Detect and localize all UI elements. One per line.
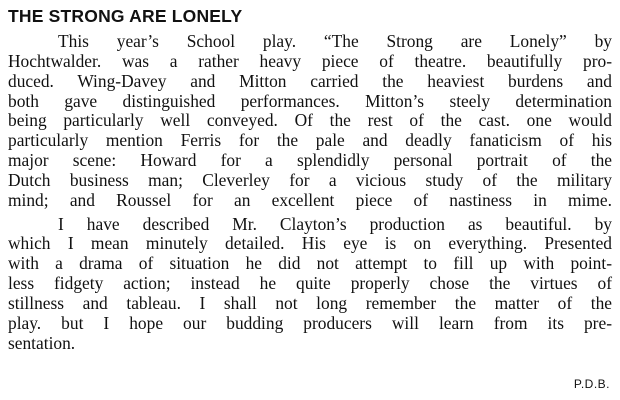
text-line: which I mean minutely detailed. His eye is on everything. Presented bbox=[8, 233, 612, 254]
text-line: sentation. bbox=[8, 332, 76, 353]
paragraph-2 bbox=[8, 215, 612, 354]
text-line: both gave distinguished performances. Mitton’s steely determination bbox=[8, 90, 612, 111]
text-line: I have described Mr. Clayton’s production as beautiful. by bbox=[58, 213, 612, 234]
text-line: mind; and Roussel for an excellent piece of nastiness in mime. bbox=[8, 189, 612, 210]
text-line: Dutch business man; Cleverley for a vicious study of the military bbox=[8, 169, 612, 190]
text-line: less fidgety action; instead he quite properly chose the virtues of bbox=[8, 273, 612, 294]
paragraph-1 bbox=[8, 32, 612, 211]
text-line: Hochtwalder. was a rather heavy piece of theatre. beautifully pro- bbox=[8, 50, 612, 71]
text-line: particularly mention Ferris for the pale and deadly fanaticism of his bbox=[8, 130, 612, 151]
text-line: This year’s School play. “The Strong are Lonely” by bbox=[58, 31, 612, 51]
text-line: duced. Wing-Davey and Mitton carried the heaviest burdens and bbox=[8, 70, 612, 91]
author-signature: P.D.B. bbox=[573, 377, 610, 391]
article-body bbox=[8, 32, 612, 354]
text-line: major scene: Howard for a splendidly personal portrait of the bbox=[8, 150, 612, 171]
text-line: play. but I hope our budding producers will learn from its pre- bbox=[8, 312, 612, 333]
text-line: being particularly well conveyed. Of the rest of the cast. one would bbox=[8, 110, 612, 131]
text-line: stillness and tableau. I shall not long remember the matter of the bbox=[8, 292, 612, 313]
article-title: THE STRONG ARE LONELY bbox=[8, 6, 243, 26]
article bbox=[8, 4, 612, 396]
text-line: with a drama of situation he did not attempt to fill up with point- bbox=[8, 253, 612, 274]
